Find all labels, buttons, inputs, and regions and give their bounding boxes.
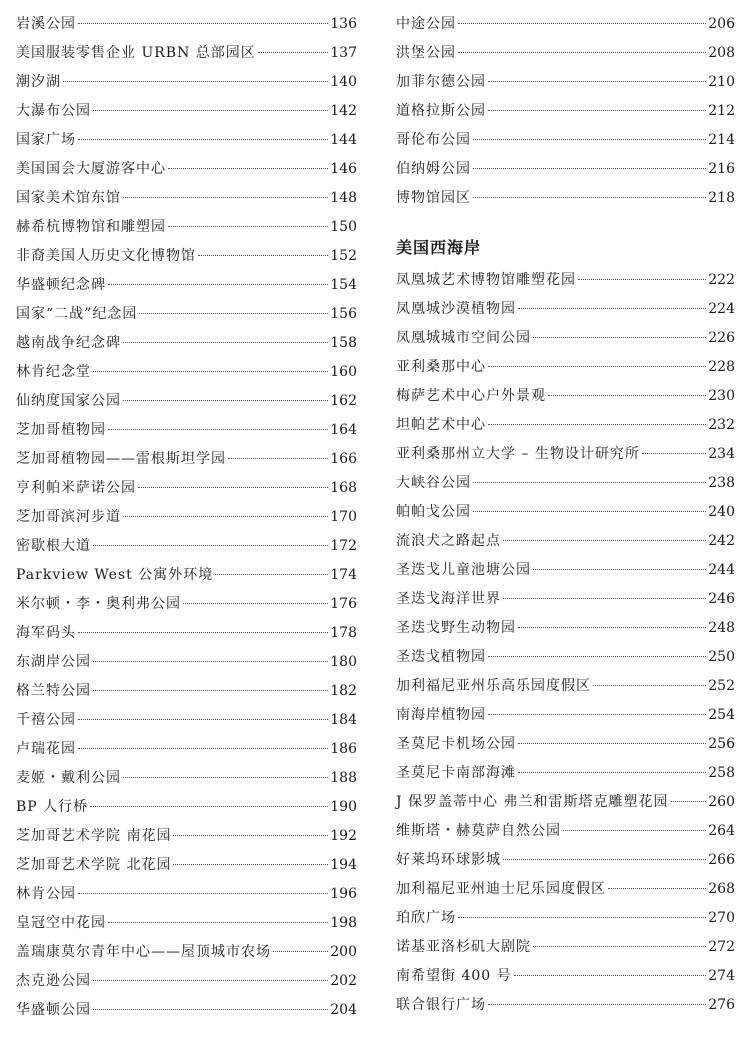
dot-leader <box>78 719 328 720</box>
toc-entry-page-number: 238 <box>708 475 735 491</box>
toc-entry-page-number: 178 <box>330 625 357 641</box>
dot-leader <box>93 661 328 662</box>
toc-entry[interactable] <box>396 730 735 759</box>
dot-leader <box>671 801 707 802</box>
toc-entry-title: 凤凰城城市空间公园 <box>396 330 531 346</box>
toc-entry-title: 盖瑞康莫尔青年中心——屋顶城市农场 <box>16 944 271 960</box>
toc-entry-page-number: 194 <box>330 857 357 873</box>
toc-entry[interactable] <box>16 271 357 300</box>
toc-entry-title: 加利福尼亚州乐高乐园度假区 <box>396 678 591 694</box>
toc-entry-title: 流浪犬之路起点 <box>396 533 501 549</box>
toc-entry-page-number: 146 <box>330 161 357 177</box>
toc-entry-page-number: 188 <box>330 770 357 786</box>
toc-entry-page-number: 216 <box>708 161 735 177</box>
dot-leader <box>533 569 706 570</box>
toc-entry[interactable] <box>396 846 735 875</box>
dot-leader <box>533 946 706 947</box>
dot-leader <box>123 516 328 517</box>
toc-entry[interactable] <box>16 532 357 561</box>
dot-leader <box>458 917 706 918</box>
toc-entry-title: 南希望街 400 号 <box>396 968 512 984</box>
toc-entry[interactable] <box>16 822 357 851</box>
toc-entry-title: 亚利桑那中心 <box>396 359 486 375</box>
dot-leader <box>473 168 706 169</box>
toc-entry-title: 林肯公园 <box>16 886 76 902</box>
toc-entry-page-number: 186 <box>330 741 357 757</box>
toc-entry[interactable] <box>396 788 735 817</box>
dot-leader <box>78 632 328 633</box>
toc-entry-page-number: 184 <box>330 712 357 728</box>
toc-entry-title: 圣迭戈海洋世界 <box>396 591 501 607</box>
toc-entry-page-number: 190 <box>330 799 357 815</box>
dot-leader <box>488 714 706 715</box>
dot-leader <box>488 424 706 425</box>
toc-entry-title: 越南战争纪念碑 <box>16 335 121 351</box>
dot-leader <box>123 342 328 343</box>
dot-leader <box>108 429 328 430</box>
toc-entry-page-number: 160 <box>330 364 357 380</box>
toc-entry[interactable] <box>16 735 357 764</box>
dot-leader <box>183 603 328 604</box>
toc-entry-page-number: 228 <box>708 359 735 375</box>
dot-leader <box>488 110 706 111</box>
toc-entry-page-number: 204 <box>330 1002 357 1018</box>
dot-leader <box>514 975 707 976</box>
toc-entry-page-number: 224 <box>708 301 735 317</box>
dot-leader <box>108 284 328 285</box>
toc-entry[interactable] <box>396 875 735 904</box>
dot-leader <box>173 864 328 865</box>
toc-entry-title: 凤凰城沙漠植物园 <box>396 301 516 317</box>
toc-entry[interactable] <box>396 759 735 788</box>
dot-leader <box>518 772 706 773</box>
dot-leader <box>139 313 328 314</box>
dot-leader <box>518 627 706 628</box>
dot-leader <box>458 52 706 53</box>
toc-entry-title: BP 人行桥 <box>16 799 89 815</box>
toc-entry[interactable] <box>16 996 357 1025</box>
toc-entry[interactable] <box>16 880 357 909</box>
toc-entry-title: 维斯塔・赫莫萨自然公园 <box>396 823 561 839</box>
dot-leader <box>548 395 706 396</box>
toc-entry-title: 美国国会大厦游客中心 <box>16 161 166 177</box>
dot-leader <box>93 690 328 691</box>
toc-entry-title: 麦姬・戴利公园 <box>16 770 121 786</box>
toc-entry-page-number: 276 <box>708 997 735 1013</box>
dot-leader <box>123 777 328 778</box>
toc-entry-page-number: 242 <box>708 533 735 549</box>
dot-leader <box>90 806 328 807</box>
dot-leader <box>578 279 706 280</box>
dot-leader <box>93 1009 328 1010</box>
toc-entry[interactable] <box>396 39 735 68</box>
toc-entry[interactable] <box>396 411 735 440</box>
toc-entry-title: 非裔美国人历史文化博物馆 <box>16 248 196 264</box>
toc-entry-page-number: 260 <box>708 794 735 810</box>
toc-entry[interactable] <box>396 440 735 469</box>
toc-entry-page-number: 274 <box>708 968 735 984</box>
toc-entry[interactable] <box>16 387 357 416</box>
toc-entry-title: 卢瑞花园 <box>16 741 76 757</box>
toc-entry-title: 大瀑布公园 <box>16 103 91 119</box>
toc-entry[interactable] <box>396 155 735 184</box>
toc-entry-page-number: 248 <box>708 620 735 636</box>
dot-leader <box>518 308 706 309</box>
toc-entry[interactable] <box>396 933 735 962</box>
toc-entry[interactable] <box>396 10 735 39</box>
toc-entry-title: 加利福尼亚州迪士尼乐园度假区 <box>396 881 606 897</box>
toc-entry-page-number: 168 <box>330 480 357 496</box>
toc-entry[interactable] <box>16 793 357 822</box>
toc-entry[interactable] <box>16 909 357 938</box>
dot-leader <box>473 139 706 140</box>
dot-leader <box>173 835 328 836</box>
toc-entry[interactable] <box>16 445 357 474</box>
toc-entry-title: 大峡谷公园 <box>396 475 471 491</box>
toc-entry[interactable] <box>16 474 357 503</box>
toc-entry[interactable] <box>396 324 735 353</box>
toc-entry[interactable] <box>396 68 735 97</box>
toc-entry[interactable] <box>16 97 357 126</box>
toc-entry-title: 哥伦布公园 <box>396 132 471 148</box>
section-heading: 美国西海岸 <box>396 238 482 257</box>
toc-entry-page-number: 254 <box>708 707 735 723</box>
toc-entry[interactable] <box>16 851 357 880</box>
toc-right-column <box>396 10 735 1020</box>
dot-leader <box>108 922 328 923</box>
toc-entry[interactable] <box>396 614 735 643</box>
toc-entry[interactable] <box>396 126 735 155</box>
toc-entry-page-number: 162 <box>330 393 357 409</box>
toc-entry[interactable] <box>396 469 735 498</box>
dot-leader <box>473 197 706 198</box>
dot-leader <box>518 743 706 744</box>
dot-leader <box>642 453 706 454</box>
dot-leader <box>78 893 328 894</box>
toc-entry[interactable] <box>396 701 735 730</box>
toc-entry[interactable] <box>396 97 735 126</box>
toc-entry-title: 道格拉斯公园 <box>396 103 486 119</box>
toc-entry-title: 杰克逊公园 <box>16 973 91 989</box>
toc-entry-page-number: 196 <box>330 886 357 902</box>
toc-entry[interactable] <box>16 677 357 706</box>
toc-entry[interactable] <box>16 329 357 358</box>
dot-leader <box>273 951 328 952</box>
toc-entry-page-number: 256 <box>708 736 735 752</box>
dot-leader <box>563 830 706 831</box>
toc-entry-title: 米尔顿・李・奥利弗公园 <box>16 596 181 612</box>
toc-entry-page-number: 140 <box>330 74 357 90</box>
dot-leader <box>458 23 706 24</box>
toc-entry[interactable] <box>16 619 357 648</box>
dot-leader <box>215 574 328 575</box>
toc-entry-page-number: 137 <box>330 45 357 61</box>
toc-entry-page-number: 182 <box>330 683 357 699</box>
toc-entry-title: 密歇根大道 <box>16 538 91 554</box>
toc-entry-title: 梅萨艺术中心户外景观 <box>396 388 546 404</box>
toc-entry-page-number: 268 <box>708 881 735 897</box>
toc-entry-page-number: 244 <box>708 562 735 578</box>
toc-entry-title: J 保罗盖蒂中心 弗兰和雷斯塔克雕塑花园 <box>396 794 669 810</box>
toc-entry[interactable] <box>16 10 357 39</box>
toc-entry[interactable] <box>16 764 357 793</box>
toc-entry[interactable] <box>16 68 357 97</box>
toc-entry-title: 芝加哥植物园——雷根斯坦学园 <box>16 451 226 467</box>
dot-leader <box>198 255 328 256</box>
dot-leader <box>168 226 328 227</box>
toc-entry-title: 圣迭戈野生动物园 <box>396 620 516 636</box>
toc-entry-page-number: 176 <box>330 596 357 612</box>
toc-entry-page-number: 192 <box>330 828 357 844</box>
toc-entry-title: 芝加哥滨河步道 <box>16 509 121 525</box>
toc-entry-title: 圣迭戈植物园 <box>396 649 486 665</box>
toc-entry[interactable] <box>16 300 357 329</box>
dot-leader <box>533 337 706 338</box>
toc-entry[interactable] <box>396 962 735 991</box>
toc-entry-page-number: 202 <box>330 973 357 989</box>
toc-entry[interactable] <box>396 817 735 846</box>
dot-leader <box>488 81 706 82</box>
toc-entry-page-number: 198 <box>330 915 357 931</box>
toc-entry-title: 联合银行广场 <box>396 997 486 1013</box>
toc-entry-page-number: 174 <box>330 567 357 583</box>
dot-leader <box>503 859 706 860</box>
toc-entry-title: 中途公园 <box>396 16 456 32</box>
toc-entry-title: 千禧公园 <box>16 712 76 728</box>
toc-entry-page-number: 240 <box>708 504 735 520</box>
toc-entry-page-number: 212 <box>708 103 735 119</box>
toc-entry[interactable] <box>396 991 735 1020</box>
toc-entry-page-number: 264 <box>708 823 735 839</box>
toc-entry-title: 华盛顿纪念碑 <box>16 277 106 293</box>
dot-leader <box>488 366 706 367</box>
toc-entry-page-number: 144 <box>330 132 357 148</box>
toc-entry-title: 伯纳姆公园 <box>396 161 471 177</box>
toc-entry-title: 国家“二战”纪念园 <box>16 306 138 322</box>
toc-entry-page-number: 200 <box>330 944 357 960</box>
toc-entry-page-number: 206 <box>708 16 735 32</box>
toc-entry-page-number: 148 <box>330 190 357 206</box>
toc-entry[interactable] <box>396 266 735 295</box>
toc-entry-page-number: 172 <box>330 538 357 554</box>
toc-entry[interactable] <box>16 184 357 213</box>
toc-entry[interactable] <box>396 527 735 556</box>
toc-entry-title: 珀欣广场 <box>396 910 456 926</box>
toc-entry-title: 亨利帕米萨诺公园 <box>16 480 136 496</box>
toc-entry-page-number: 214 <box>708 132 735 148</box>
dot-leader <box>78 23 328 24</box>
toc-entry-page-number: 252 <box>708 678 735 694</box>
toc-entry-title: 洪堡公园 <box>396 45 456 61</box>
toc-entry-page-number: 272 <box>708 939 735 955</box>
toc-entry[interactable] <box>16 416 357 445</box>
toc-entry[interactable] <box>396 643 735 672</box>
toc-entry-page-number: 250 <box>708 649 735 665</box>
toc-entry-title: 加菲尔德公园 <box>396 74 486 90</box>
toc-entry[interactable] <box>16 590 357 619</box>
toc-entry-page-number: 230 <box>708 388 735 404</box>
dot-leader <box>93 980 328 981</box>
toc-entry-title: 圣迭戈儿童池塘公园 <box>396 562 531 578</box>
dot-leader <box>123 197 328 198</box>
toc-entry-page-number: 258 <box>708 765 735 781</box>
toc-entry-title: 芝加哥艺术学院 南花园 <box>16 828 172 844</box>
toc-entry-title: 格兰特公园 <box>16 683 91 699</box>
toc-entry[interactable] <box>396 498 735 527</box>
toc-entry-page-number: 170 <box>330 509 357 525</box>
toc-entry-page-number: 154 <box>330 277 357 293</box>
toc-entry-page-number: 226 <box>708 330 735 346</box>
toc-entry-title: 潮汐湖 <box>16 74 61 90</box>
toc-entry-title: 圣莫尼卡机场公园 <box>396 736 516 752</box>
toc-entry-page-number: 234 <box>708 446 735 462</box>
toc-entry-page-number: 166 <box>330 451 357 467</box>
dot-leader <box>138 487 328 488</box>
toc-entry-title: 芝加哥艺术学院 北花园 <box>16 857 172 873</box>
toc-entry-page-number: 150 <box>330 219 357 235</box>
toc-entry-page-number: 158 <box>330 335 357 351</box>
toc-entry-title: 南海岸植物园 <box>396 707 486 723</box>
toc-entry-title: 圣莫尼卡南部海滩 <box>396 765 516 781</box>
toc-entry-page-number: 232 <box>708 417 735 433</box>
toc-entry-title: 赫希杭博物馆和雕塑园 <box>16 219 166 235</box>
toc-entry[interactable] <box>396 585 735 614</box>
dot-leader <box>608 888 706 889</box>
toc-entry[interactable] <box>396 556 735 585</box>
toc-entry[interactable] <box>396 672 735 701</box>
toc-entry[interactable] <box>16 938 357 967</box>
toc-entry-title: 国家美术馆东馆 <box>16 190 121 206</box>
toc-entry-title: 华盛顿公园 <box>16 1002 91 1018</box>
toc-entry-page-number: 164 <box>330 422 357 438</box>
toc-entry-page-number: 246 <box>708 591 735 607</box>
dot-leader <box>593 685 706 686</box>
toc-entry-page-number: 136 <box>330 16 357 32</box>
dot-leader <box>488 656 706 657</box>
dot-leader <box>63 81 328 82</box>
toc-entry-title: 凤凰城艺术博物馆雕塑花园 <box>396 272 576 288</box>
toc-entry[interactable] <box>16 503 357 532</box>
toc-entry-title: 诺基亚洛杉矶大剧院 <box>396 939 531 955</box>
toc-entry[interactable] <box>16 126 357 155</box>
toc-entry[interactable] <box>16 358 357 387</box>
toc-entry-title: 岩溪公园 <box>16 16 76 32</box>
toc-entry-title: 林肯纪念堂 <box>16 364 91 380</box>
toc-entry-page-number: 222 <box>708 272 735 288</box>
toc-entry-title: 海军码头 <box>16 625 76 641</box>
toc-entry-title: Parkview West 公寓外环境 <box>16 567 214 583</box>
toc-entry-page-number: 208 <box>708 45 735 61</box>
toc-entry-title: 好莱坞环球影城 <box>396 852 501 868</box>
dot-leader <box>258 52 328 53</box>
dot-leader <box>78 139 328 140</box>
toc-entry-title: 皇冠空中花园 <box>16 915 106 931</box>
dot-leader <box>473 482 706 483</box>
dot-leader <box>488 1004 706 1005</box>
toc-entry-title: 坦帕艺术中心 <box>396 417 486 433</box>
toc-entry[interactable] <box>16 242 357 271</box>
dot-leader <box>503 540 706 541</box>
dot-leader <box>78 748 328 749</box>
toc-entry-page-number: 218 <box>708 190 735 206</box>
dot-leader <box>93 545 328 546</box>
toc-entry[interactable] <box>16 706 357 735</box>
toc-entry[interactable] <box>16 648 357 677</box>
toc-entry-title: 帕帕戈公园 <box>396 504 471 520</box>
toc-entry-page-number: 266 <box>708 852 735 868</box>
toc-entry-page-number: 152 <box>330 248 357 264</box>
dot-leader <box>503 598 706 599</box>
toc-entry[interactable] <box>396 904 735 933</box>
toc-entry-title: 亚利桑那州立大学 – 生物设计研究所 <box>396 446 640 462</box>
dot-leader <box>93 110 328 111</box>
dot-leader <box>93 371 328 372</box>
toc-entry-page-number: 142 <box>330 103 357 119</box>
toc-entry-title: 国家广场 <box>16 132 76 148</box>
toc-entry-page-number: 270 <box>708 910 735 926</box>
toc-entry[interactable] <box>396 353 735 382</box>
toc-entry[interactable] <box>396 295 735 324</box>
toc-entry[interactable] <box>16 967 357 996</box>
toc-entry-page-number: 156 <box>330 306 357 322</box>
dot-leader <box>473 511 706 512</box>
toc-left-column <box>16 10 357 1025</box>
toc-entry-page-number: 210 <box>708 74 735 90</box>
toc-entry-title: 东湖岸公园 <box>16 654 91 670</box>
dot-leader <box>168 168 328 169</box>
toc-entry[interactable] <box>396 382 735 411</box>
dot-leader <box>123 400 328 401</box>
toc-entry-title: 美国服装零售企业 URBN 总部园区 <box>16 45 256 61</box>
toc-entry-title: 仙纳度国家公园 <box>16 393 121 409</box>
toc-entry-title: 芝加哥植物园 <box>16 422 106 438</box>
toc-entry-page-number: 180 <box>330 654 357 670</box>
toc-entry[interactable] <box>396 184 735 213</box>
toc-entry-title: 博物馆园区 <box>396 190 471 206</box>
toc-entry[interactable] <box>16 213 357 242</box>
toc-entry[interactable] <box>16 155 357 184</box>
dot-leader <box>228 458 328 459</box>
toc-entry[interactable] <box>16 39 357 68</box>
toc-entry[interactable] <box>16 561 357 590</box>
